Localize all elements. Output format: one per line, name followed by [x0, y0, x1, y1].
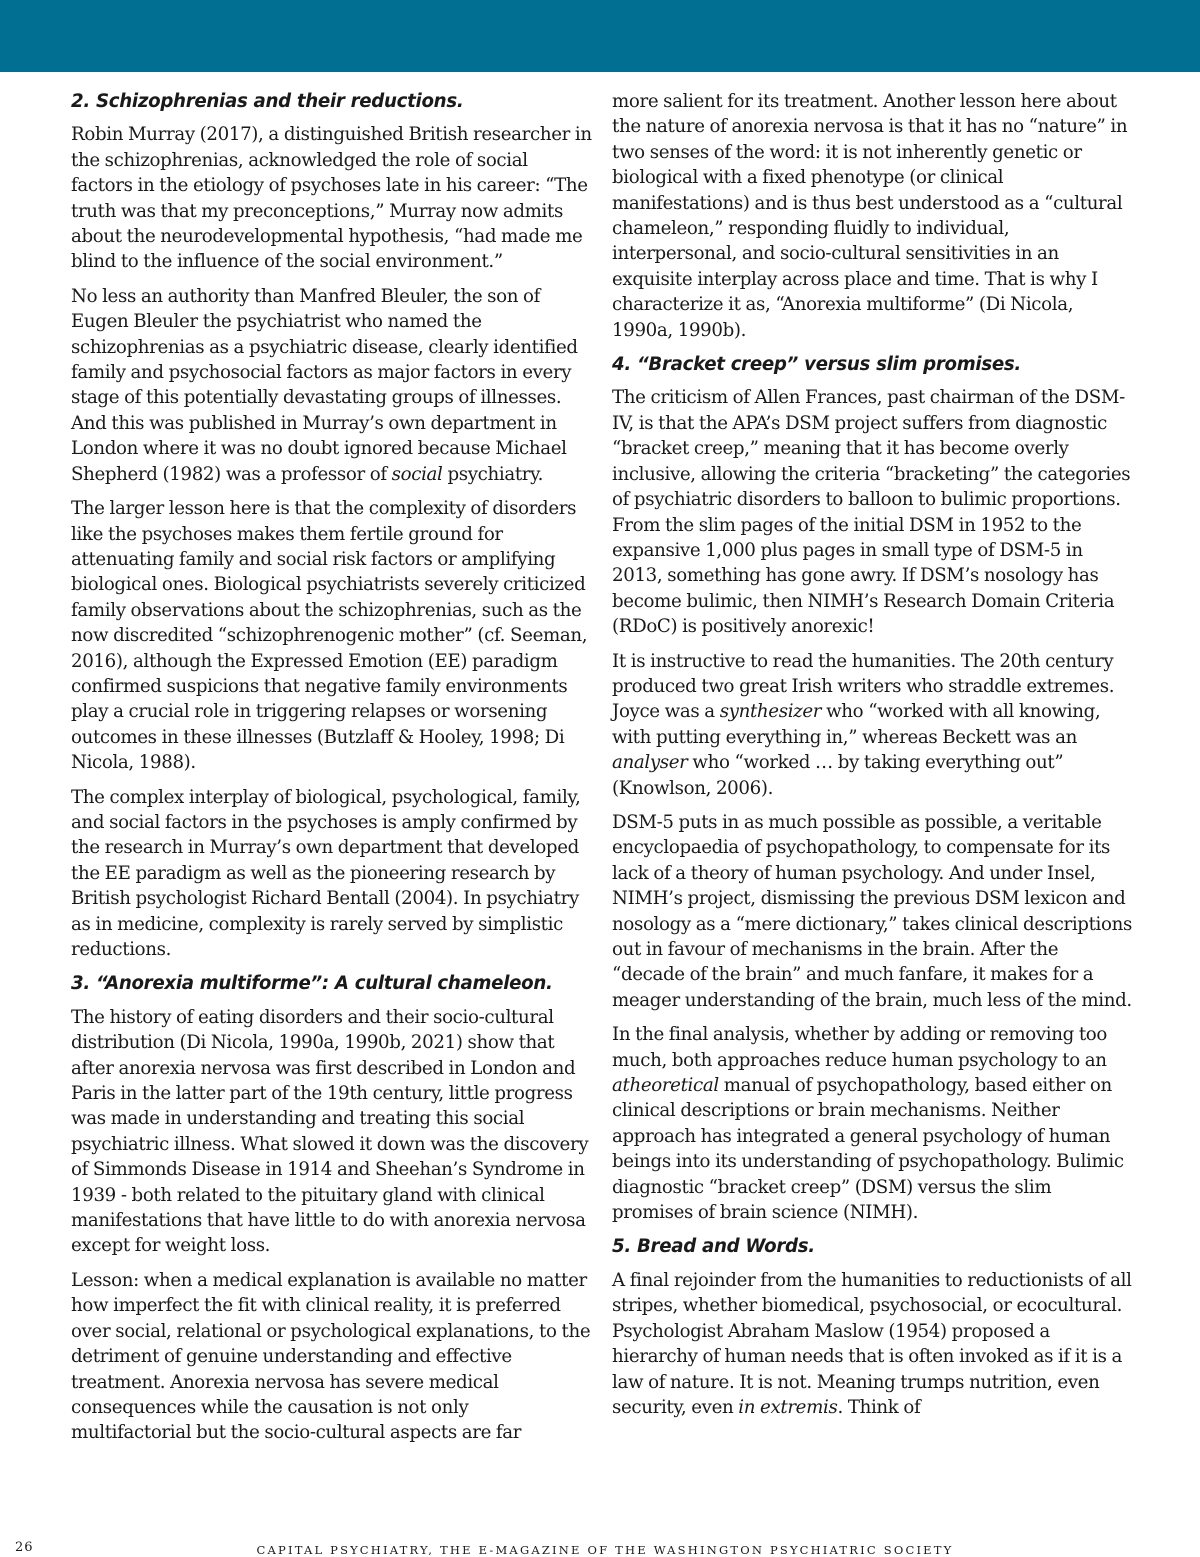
paragraph: Robin Murray (2017), a distinguished British researcher in the schizophrenias, acknowledged the role of social factors in the etiology of psychoses late in his career: “The truth was that my preconceptions,” Murray now admits about the neurodevelopmental hypothesis, “had made me blind to the influence of the social environment.”: [71, 124, 592, 273]
publication-title: CAPITAL PSYCHIATRY, THE E-MAGAZINE OF THE WASHINGTON PSYCHIATRIC SOCIETY: [256, 1543, 954, 1557]
paragraph: The larger lesson here is that the complexity of disorders like the psychoses makes them fertile ground for attenuating family and social risk factors or amplifying biological ones. Biological psychiatrists severely criticized family observations about the schizophrenias, such as the now discredited “schizophrenogenic mother” (cf. Seeman, 2016), although the Expressed Emotion (EE) paradigm confirmed suspicions that negative family environments play a crucial role in triggering relapses or worsening outcomes in these illnesses (Butzlaff & Hooley, 1998; Di Nicola, 1988).: [71, 498, 588, 774]
paragraph: It is instructive to read the humanities. The 20th century produced two great Irish writers who straddle extremes. Joyce was a synthesizer who “worked with all knowing, with putting everything in,” whereas Beckett was an analyser who “worked … by taking everything out” (Knowlson, 2006).: [612, 650, 1115, 799]
section-heading-bread-and-words: 5. Bread and Words.: [612, 1236, 815, 1258]
section-heading-anorexia: 3. “Anorexia multiforme”: A cultural chameleon.: [71, 973, 553, 995]
left-column: [71, 89, 593, 1455]
paragraph: The criticism of Allen Frances, past chairman of the DSM-IV, is that the APA’s DSM project suffers from diagnostic “bracket creep,” meaning that it has become overly inclusive, allowing the criteria “bracketing” the categories of psychiatric disorders to balloon to bulimic proportions. From the slim pages of the initial DSM in 1952 to the expansive 1,000 plus pages in small type of DSM-5 in 2013, something has gone awry. If DSM’s nosology has become bulimic, then NIMH’s Research Domain Criteria (RDoC) is positively anorexic!: [612, 387, 1131, 638]
paragraph: Lesson: when a medical explanation is available no matter how imperfect the fit with clinical reality, it is preferred over social, relational or psychological explanations, to the detriment of genuine understanding and effective treatment. Anorexia nervosa has severe medical consequences while the causation is not only multifactorial but the socio-cultural aspects are far: [71, 1269, 591, 1444]
right-column: [612, 89, 1134, 1429]
page-number: 26: [15, 1540, 34, 1555]
section-heading-bracket-creep: 4. “Bracket creep” versus slim promises.: [612, 354, 1022, 376]
paragraph: In the final analysis, whether by adding or removing too much, both approaches reduce human psychology to an atheoretical manual of psychopathology, based either on clinical descriptions or brain mechanisms. Neither approach has integrated a general psychology of human beings into its understanding of psychopathology. Bulimic diagnostic “bracket creep” (DSM) versus the slim promises of brain science (NIMH).: [612, 1024, 1124, 1224]
paragraph: No less an authority than Manfred Bleuler, the son of Eugen Bleuler the psychiatrist who named the schizophrenias as a psychiatric disease, clearly identified family and psychosocial factors as major factors in every stage of this potentially devastating groups of illnesses. And this was published in Murray’s own department in London where it was no doubt ignored because Michael Shepherd (1982) was a professor of social psychiatry.: [71, 285, 578, 485]
paragraph: The history of eating disorders and their socio-cultural distribution (Di Nicola, 1990a, 1990b, 2021) show that after anorexia nervosa was first described in London and Paris in the latter part of the 19th century, little progress was made in understanding and treating this social psychiatric illness. What slowed it down was the discovery of Simmonds Disease in 1914 and Sheehan’s Syndrome in 1939 - both related to the pituitary gland with clinical manifestations that have little to do with anorexia nervosa except for weight loss.: [71, 1006, 589, 1257]
paragraph: more salient for its treatment. Another lesson here about the nature of anorexia nervosa is that it has no “nature” in two senses of the word: it is not inherently genetic or biological with a fixed phenotype (or clinical manifestations) and is thus best understood as a “cultural chameleon,” responding fluidly to individual, interpersonal, and socio-cultural sensitivities in an exquisite interplay across place and time. That is why I characterize it as, “Anorexia multiforme” (Di Nicola, 1990a, 1990b).: [612, 91, 1128, 341]
paragraph: The complex interplay of biological, psychological, family, and social factors in the psychoses is amply confirmed by the research in Murray’s own department that developed the EE paradigm as well as the pioneering research by British psychologist Richard Bentall (2004). In psychiatry as in medicine, complexity is rarely served by simplistic reductions.: [71, 786, 581, 960]
paragraph: DSM-5 puts in as much possible as possible, a veritable encyclopaedia of psychopathology, to compensate for its lack of a theory of human psychology. And under Insel, NIMH’s project, dismissing the previous DSM lexicon and nosology as a “mere dictionary,” takes clinical descriptions out in favour of mechanisms in the brain. After the “decade of the brain” and much fanfare, it makes for a meager understanding of the brain, much less of the mind.: [612, 811, 1132, 1011]
paragraph: A final rejoinder from the humanities to reductionists of all stripes, whether biomedical, psychosocial, or ecocultural. Psychologist Abraham Maslow (1954) proposed a hierarchy of human needs that is often invoked as if it is a law of nature. It is not. Meaning trumps nutrition, even security, even in extremis. Think of: [612, 1269, 1132, 1418]
section-heading-schizophrenias: 2. Schizophrenias and their reductions.: [71, 91, 464, 112]
header-bar: [0, 0, 1200, 72]
